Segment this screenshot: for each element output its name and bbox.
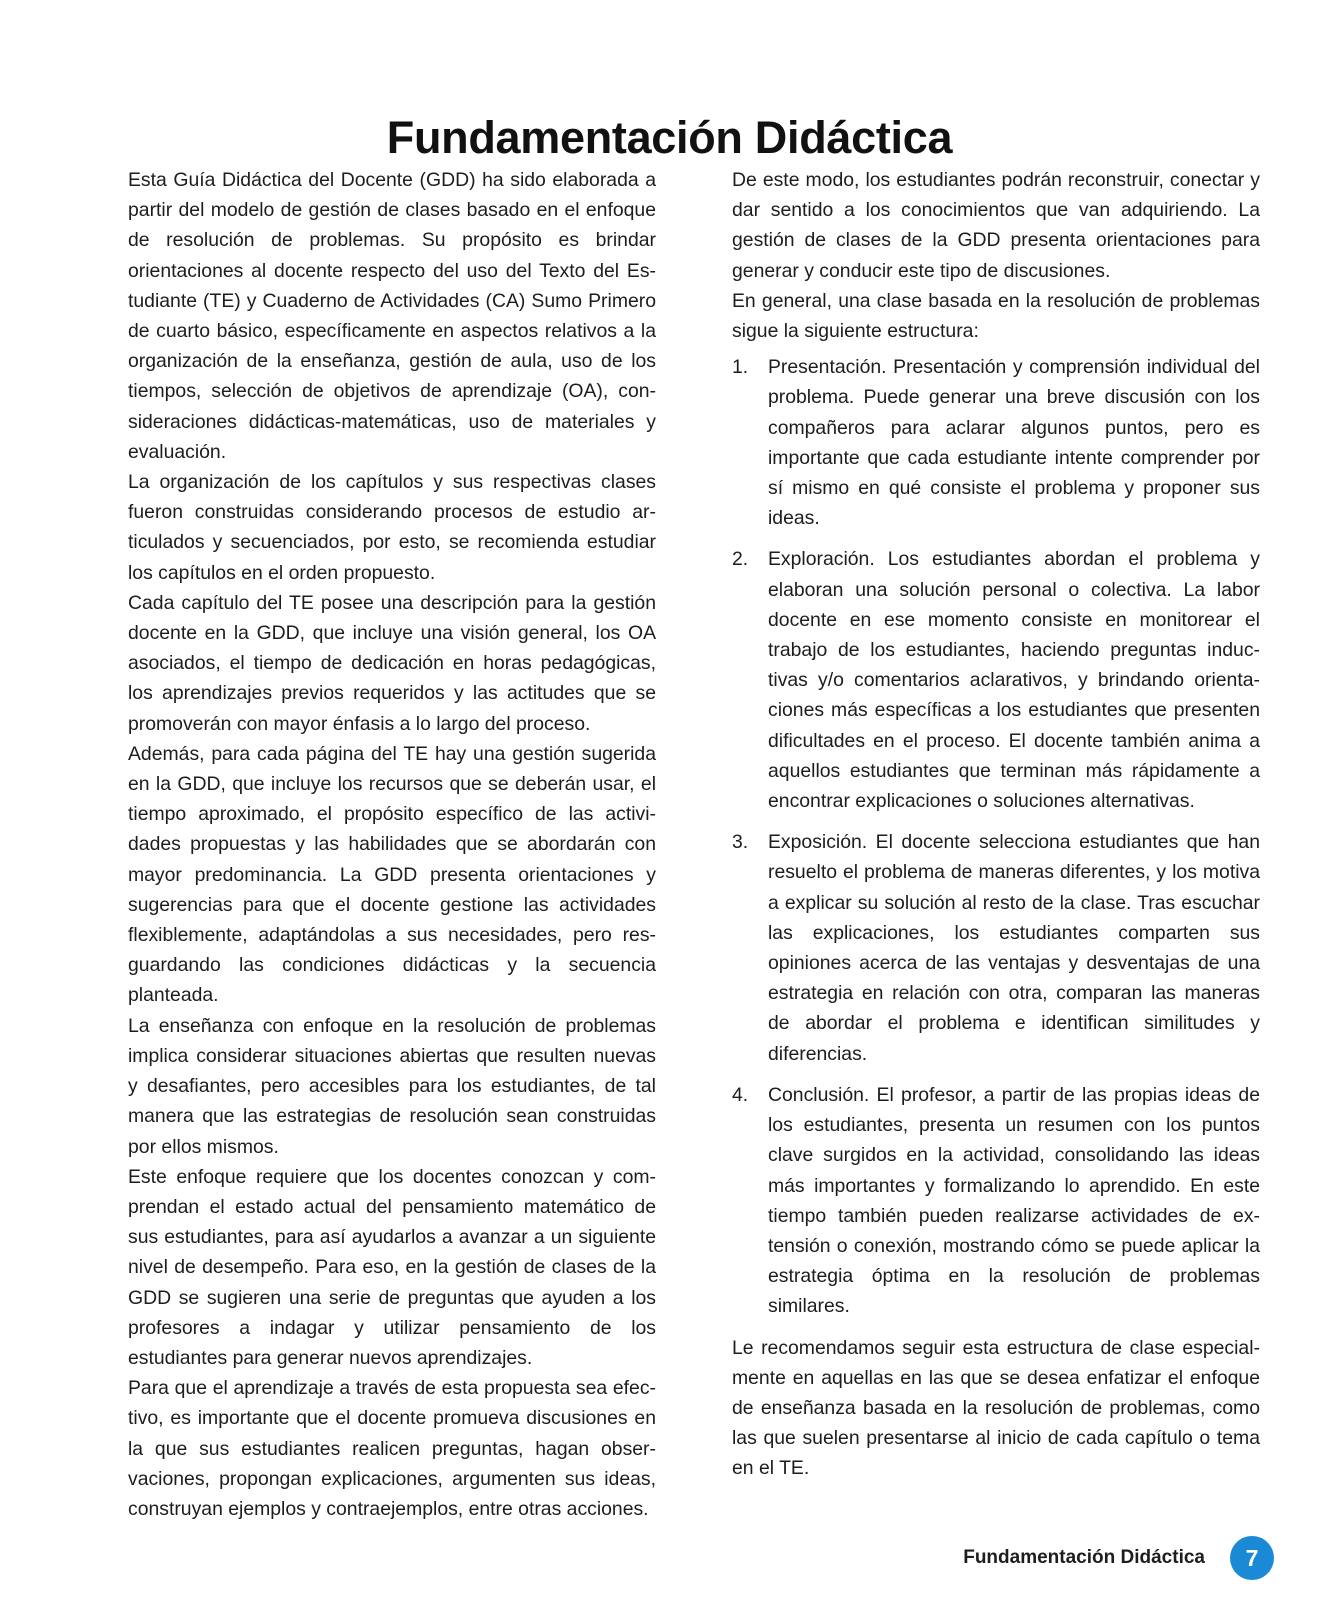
list-item bbox=[732, 544, 1260, 816]
list-item-number: 3. bbox=[732, 831, 749, 854]
list-item bbox=[732, 1080, 1260, 1322]
paragraph: La organización de los capítulos y sus respectivas clases fueron construidas considerando procesos de estudio articulados y secuenciados, por esto, se recomienda estudiar los capítulos en el orden propuesto. bbox=[128, 471, 656, 584]
paragraph: La enseñanza con enfoque en la resolución de problemas implica considerar situaciones abiertas que resulten nuevas y desafiantes, pero accesibles para los estudiantes, de tal manera que las estrategias de resolución sean construidas por ellos mismos. bbox=[128, 1014, 656, 1158]
paragraph: Además, para cada página del TE hay una gestión sugerida en la GDD, que incluye los recursos que se deberán usar, el tiempo aproximado, el propósito específico de las actividades propuestas y las habilidades que se abordarán con mayor predominancia. La GDD presenta orientaciones y sugerencias para que el docente gestione las actividades flexiblemente, adaptándolas a sus necesidades, pero resguardando las condiciones didácticas y la secuencia planteada. bbox=[128, 742, 656, 1007]
list-item-text: Exploración. Los estudiantes abordan el problema y elaboran una solución personal o colectiva. La labor docente en ese momento consiste en monitorear el trabajo de los estudiantes, haciendo preguntas inductivas y/o comentarios aclarativos, y brindando orientaciones más específicas a los estudiantes que presenten dificultades en el proceso. El docente también anima a aquellos estudiantes que terminan más rápidamente a encontrar explicaciones o soluciones alternativas. bbox=[768, 548, 1260, 813]
class-structure-list bbox=[732, 352, 1260, 1321]
paragraph: De este modo, los estudiantes podrán reconstruir, conectar y dar sentido a los conocimientos que van adquiriendo. La gestión de clases de la GDD presenta orientaciones para generar y conducir este tipo de discusiones. bbox=[732, 169, 1260, 282]
list-item-text: Exposición. El docente selecciona estudiantes que han resuelto el problema de maneras diferentes, y los motiva a explicar su solución al resto de la clase. Tras escuchar las explicaciones, los estudiantes comparten sus opiniones acerca de las ventajas y desventajas de una estrategia en relación con otra, comparan las maneras de abordar el problema e identifican similitudes y diferencias. bbox=[768, 831, 1260, 1065]
list-item-number: 4. bbox=[732, 1083, 749, 1106]
page-title: Fundamentación Didáctica bbox=[386, 112, 953, 164]
closing-paragraph: Le recomendamos seguir esta estructura de clase especialmente en aquellas en las que se desea enfatizar el enfoque de enseñanza basada en la resolución de problemas, como las que suelen presentarse al inicio de cada capítulo o tema en el TE. bbox=[732, 1336, 1260, 1480]
list-item-text: Presentación. Presentación y comprensión individual del problema. Puede generar una breve discusión con los compañeros para aclarar algunos puntos, pero es importante que cada estudiante intente comprender por sí mismo en qué consiste el problema y proponer sus ideas. bbox=[768, 356, 1260, 530]
list-item-number: 2. bbox=[732, 548, 749, 571]
paragraph: Para que el aprendizaje a través de esta propuesta sea efectivo, es importante que el docente promueva discusiones en la que sus estudiantes realicen preguntas, hagan observaciones, propongan explicaciones, argumenten sus ideas, construyan ejemplos y contraejemplos, entre otras acciones. bbox=[128, 1377, 656, 1520]
paragraph: Esta Guía Didáctica del Docente (GDD) ha sido elaborada a partir del modelo de gestión de clases basado en el enfoque de resolución de problemas. Su propósito es brindar orientaciones al docente respecto del uso del Texto del Estudiante (TE) y Cuaderno de Actividades (CA) Sumo Primero de cuarto básico, específicamente en aspectos relativos a la organización de la enseñanza, gestión de aula, uso de los tiempos, selección de objetivos de aprendizaje (OA), consideraciones didácticas-matemáticas, uso de materiales y evaluación. bbox=[128, 169, 656, 463]
paragraph: Cada capítulo del TE posee una descripción para la gestión docente en la GDD, que incluye una visión general, los OA asociados, el tiempo de dedicación en horas pedagógicas, los aprendizajes previos requeridos y las actitudes que se promoverán con mayor énfasis a lo largo del proceso. bbox=[128, 591, 656, 735]
page-number-badge: 7 bbox=[1230, 1536, 1274, 1580]
paragraph: Este enfoque requiere que los docentes conozcan y comprendan el estado actual del pensamiento matemático de sus estudiantes, para así ayudarlos a avanzar a un siguiente nivel de desempeño. Para eso, en la gestión de clases de la GDD se sugieren una serie de preguntas que ayuden a los profesores a indagar y utilizar pensamiento de los estudiantes para generar nuevos aprendizajes. bbox=[128, 1165, 656, 1369]
page-footer bbox=[963, 1536, 1274, 1580]
list-item bbox=[732, 352, 1260, 533]
left-column bbox=[128, 165, 656, 1524]
right-column bbox=[732, 165, 1260, 1484]
list-item-number: 1. bbox=[732, 356, 749, 379]
list-item bbox=[732, 827, 1260, 1069]
list-item-text: Conclusión. El profesor, a partir de las propias ideas de los estudiantes, presenta un resumen con los puntos clave surgidos en la actividad, consolidando las ideas más importantes y formalizando lo aprendido. En este tiempo también pueden realizarse actividades de extensión o conexión, mostrando cómo se puede aplicar la estrategia óptima en la resolución de problemas similares. bbox=[768, 1083, 1260, 1318]
footer-section-label: Fundamentación Didáctica bbox=[963, 1547, 1205, 1568]
paragraph: En general, una clase basada en la resolución de problemas sigue la siguiente estructura: bbox=[732, 289, 1260, 343]
